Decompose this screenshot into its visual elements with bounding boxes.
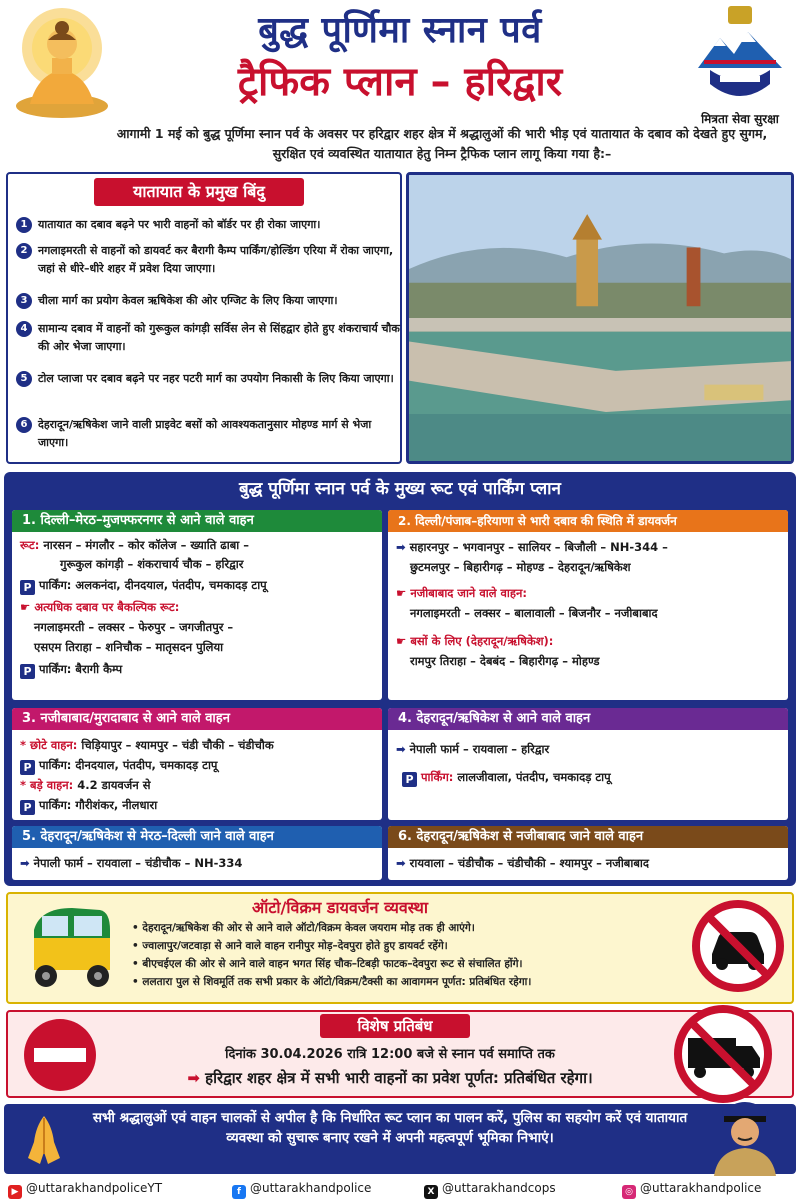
special-ban-date: दिनांक 30.04.2026 रात्रि 12:00 बजे से स्नान पर्व समाप्ति तक [225, 1047, 555, 1062]
facebook-icon: f [232, 1185, 246, 1199]
auto-item: • देहरादून/ऋषिकेश की ओर से आने वाले ऑटो/विक्रम केवल जयराम मोड़ तक ही आएंगे। [132, 922, 475, 934]
route-card-2-sub-1-label: ☛ नजीबाबाद जाने वाले वाहन: [396, 586, 527, 600]
route-card-2-header: 2. दिल्ली/पंजाब–हरियाणा से भारी दबाव की स्थिति में डायवर्जन [388, 510, 788, 532]
key-points-title: यातायात के प्रमुख बिंदु [94, 178, 304, 206]
har-ki-pauri-photo [406, 172, 794, 464]
auto-item: • ज्वालापुर/जटवाड़ा से आने वाले वाहन रानीपुर मोड़–देवपुरा होते हुए डायवर्ट रहेंगे। [132, 940, 448, 952]
parking-icon: P [20, 664, 35, 679]
route-card-2 [388, 510, 788, 700]
key-point-item [16, 370, 400, 388]
route-card-2-sub-1: नगलाइमरती – लक्सर – बालावाली – बिजनौर – नजीबाबाद [410, 606, 658, 620]
hand-pointer-icon: ☛ [396, 586, 407, 600]
key-point-number: 5 [16, 371, 32, 387]
instagram-link[interactable]: ◎ @uttarakhandpolice [622, 1181, 761, 1199]
key-point-number: 1 [16, 217, 32, 233]
facebook-link[interactable]: f @uttarakhandpolice [232, 1181, 371, 1199]
x-link[interactable]: X @uttarakhandcops [424, 1181, 556, 1199]
key-point-text: चीला मार्ग का प्रयोग केवल ऋषिकेश की ओर एग्जिट के लिए किया जाएगा। [38, 294, 338, 307]
uttarakhand-police-logo-icon [690, 4, 790, 114]
arrow-right-icon: ➡ [396, 742, 406, 756]
route-card-1-alt-1: नगलाइमरती – लक्सर – फेरुपुर – जगजीतपुर – [34, 620, 234, 634]
route-card-1-alt-label: ☛ अत्यधिक दबाव पर बैकल्पिक रूट: [20, 600, 180, 614]
arrow-right-icon: ➡ [396, 856, 406, 870]
route-card-1 [12, 510, 382, 700]
key-point-number: 2 [16, 243, 32, 259]
route-plan-title: बुद्ध पूर्णिमा स्नान पर्व के मुख्य रूट एवं पार्किंग प्लान [238, 479, 561, 499]
x-icon: X [424, 1185, 438, 1199]
route-card-3-parking-2: P पार्किंग: गौरीशंकर, नीलधारा [20, 796, 157, 815]
key-point-text: देहरादून/ऋषिकेश जाने वाली प्राइवेट बसों को आवश्यकतानुसार मोहण्ड मार्ग से भेजा जाएगा। [38, 418, 372, 449]
route-card-1-header: 1. दिल्ली–मेरठ–मुजफ्फरनगर से आने वाले वाहन [12, 510, 382, 532]
key-point-text: टोल प्लाजा पर दबाव बढ़ने पर नहर पटरी मार्ग का उपयोग निकासी के लिए किया जाएगा। [38, 372, 394, 385]
key-point-item [16, 320, 400, 356]
route-card-5-header: 5. देहरादून/ऋषिकेश से मेरठ–दिल्ली जाने वाले वाहन [12, 826, 382, 848]
key-point-item [16, 242, 400, 278]
special-ban-main: ➡ हरिद्वार शहर क्षेत्र में सभी भारी वाहनों का प्रवेश पूर्णत: प्रतिबंधित रहेगा। [187, 1069, 593, 1087]
key-point-number: 6 [16, 417, 32, 433]
no-entry-sign-icon [20, 1016, 100, 1094]
key-point-item [16, 216, 400, 234]
route-card-1-parking-2: P पार्किंग: बैरागी कैम्प [20, 660, 122, 679]
key-point-number: 3 [16, 293, 32, 309]
key-point-number: 4 [16, 321, 32, 337]
route-card-6-header: 6. देहरादून/ऋषिकेश से नजीबाबाद जाने वाले वाहन [388, 826, 788, 848]
intro-paragraph: आगामी 1 मई को बुद्ध पूर्णिमा स्नान पर्व के अवसर पर हरिद्वार शहर क्षेत्र में श्रद्धालुओं की भारी भीड़ एवं यातायात के दबाव को देखते हुए सुगम, सुरक्षित एवं व्यवस्थित यातायात हेतु निम्न ट्रैफिक प्लान लागू किया गया है:– [116, 126, 768, 161]
key-points-panel [6, 172, 402, 464]
youtube-link[interactable]: ▶ @uttarakhandpoliceYT [8, 1181, 162, 1199]
route-card-3-header: 3. नजीबाबाद/मुरादाबाद से आने वाले वाहन [12, 708, 382, 730]
route-card-3 [12, 708, 382, 820]
parking-icon: P [402, 772, 417, 787]
arrow-right-icon: ➡ [20, 856, 30, 870]
route-card-1-parking: P पार्किंग: अलकनंदा, दीनदयाल, पंतदीप, चमकादड़ टापू [20, 576, 267, 595]
route-card-3-small: * छोटे वाहन: चिड़ियापुर – श्यामपुर – चंडी चौकी – चंडीचौक [20, 738, 274, 752]
route-card-1-route-2: गुरूकुल कांगड़ी – शंकराचार्य चौक – हरिद्वार [60, 557, 244, 571]
route-card-2-sub-2: रामपुर तिराहा – देबबंद – बिहारीगढ़ – मोहण्ड [410, 654, 600, 668]
hand-pointer-icon: ☛ [396, 634, 407, 648]
route-card-6 [388, 826, 788, 880]
route-card-1-alt-2: एसएम तिराहा – शनिचौक – मातृसदन पुलिया [34, 640, 224, 654]
route-card-4-route: ➡ नेपाली फार्म – रायवाला – हरिद्वार [396, 742, 550, 756]
auto-diversion-title: ऑटो/विक्रम डायवर्जन व्यवस्था [251, 898, 428, 917]
key-point-text: यातायात का दबाव बढ़ने पर भारी वाहनों को बॉर्डर पर ही रोका जाएगा। [38, 218, 321, 231]
page-title-line-2: ट्रैफिक प्लान – हरिद्वार [237, 59, 563, 105]
parking-icon: P [20, 580, 35, 595]
page-title-line-1: बुद्ध पूर्णिमा स्नान पर्व [258, 10, 542, 51]
police-officer-icon [700, 1086, 790, 1176]
parking-icon: P [20, 760, 35, 775]
route-card-5-route: ➡ नेपाली फार्म – रायवाला – चंडीचौक – NH-334 [20, 856, 243, 870]
route-card-2-sub-2-label: ☛ बसों के लिए (देहरादून/ऋषिकेश): [396, 634, 554, 648]
special-ban-title: विशेष प्रतिबंध [320, 1014, 470, 1038]
parking-icon: P [20, 800, 35, 815]
auto-item: • बीएचईएल की ओर से आने वाले वाहन भगत सिंह चौक–टिबड़ी फाटक–देवपुरा रूट से संचालित होंगे। [132, 958, 523, 970]
route-card-3-parking: P पार्किंग: दीनदयाल, पंतदीप, चमकादड़ टापू [20, 756, 217, 775]
police-motto: मित्रता सेवा सुरक्षा [701, 112, 779, 126]
route-card-4-header: 4. देहरादून/ऋषिकेश से आने वाले वाहन [388, 708, 788, 730]
auto-item: • ललतारा पुल से शिवमूर्ति तक सभी प्रकार के ऑटो/विक्रम/टैक्सी का आवागमन पूर्णत: प्रतिबंधित रहेगा। [132, 976, 532, 988]
route-card-4 [388, 708, 788, 820]
folded-hands-icon [14, 1112, 74, 1168]
youtube-icon: ▶ [8, 1185, 22, 1199]
route-card-2-line-1: ➡ सहारनपुर – भगवानपुर – सालियर – बिजौली – NH-344 – [396, 540, 668, 554]
route-card-2-line-2: छुटमलपुर – बिहारीगढ़ – मोहण्ड – देहरादून/ऋषिकेश [410, 560, 631, 574]
route-card-3-big: * बड़े वाहन: 4.2 डायवर्जन से [20, 778, 151, 792]
key-point-item [16, 416, 400, 452]
appeal-text: सभी श्रद्धालुओं एवं वाहन चालकों से अपील है कि निर्धारित रूट प्लान का पालन करें, पुलिस का सहयोग करें एवं यातायात व्यवस्था को सुचारू बनाए रखने में अपनी महत्वपूर्ण भूमिका निभाएं। [92, 1110, 688, 1146]
hand-pointer-icon: ☛ [20, 600, 31, 614]
route-card-6-route: ➡ रायवाला – चंडीचौक – चंडीचौकी – श्यामपुर – नजीबाबाद [396, 856, 649, 870]
route-card-5 [12, 826, 382, 880]
no-car-sign-icon [690, 898, 786, 994]
arrow-right-icon: ➡ [187, 1069, 200, 1087]
arrow-right-icon: ➡ [396, 540, 406, 554]
route-card-1-route-1: रूट: नारसन – मंगलौर – कोर कॉलेज – ख्याति ढाबा – [20, 538, 250, 552]
buddha-figure-icon [8, 4, 116, 122]
auto-rickshaw-icon [20, 900, 120, 996]
instagram-icon: ◎ [622, 1185, 636, 1199]
key-point-text: नगलाइमरती से वाहनों को डायवर्ट कर बैरागी कैम्प पार्किंग/होल्डिंग एरिया में रोका जाएगा, जहां से धीरे–धीरे शहर में प्रवेश दिया जाएगा। [38, 244, 394, 275]
key-point-item [16, 292, 400, 310]
route-card-4-parking: P पार्किंग: लालजीवाला, पंतदीप, चमकादड़ टापू [402, 768, 611, 787]
key-point-text: सामान्य दबाव में वाहनों को गुरूकुल कांगड़ी सर्विस लेन से सिंहद्वार होते हुए शंकराचार्य चौक की ओर भेजा जाएगा। [38, 322, 400, 353]
